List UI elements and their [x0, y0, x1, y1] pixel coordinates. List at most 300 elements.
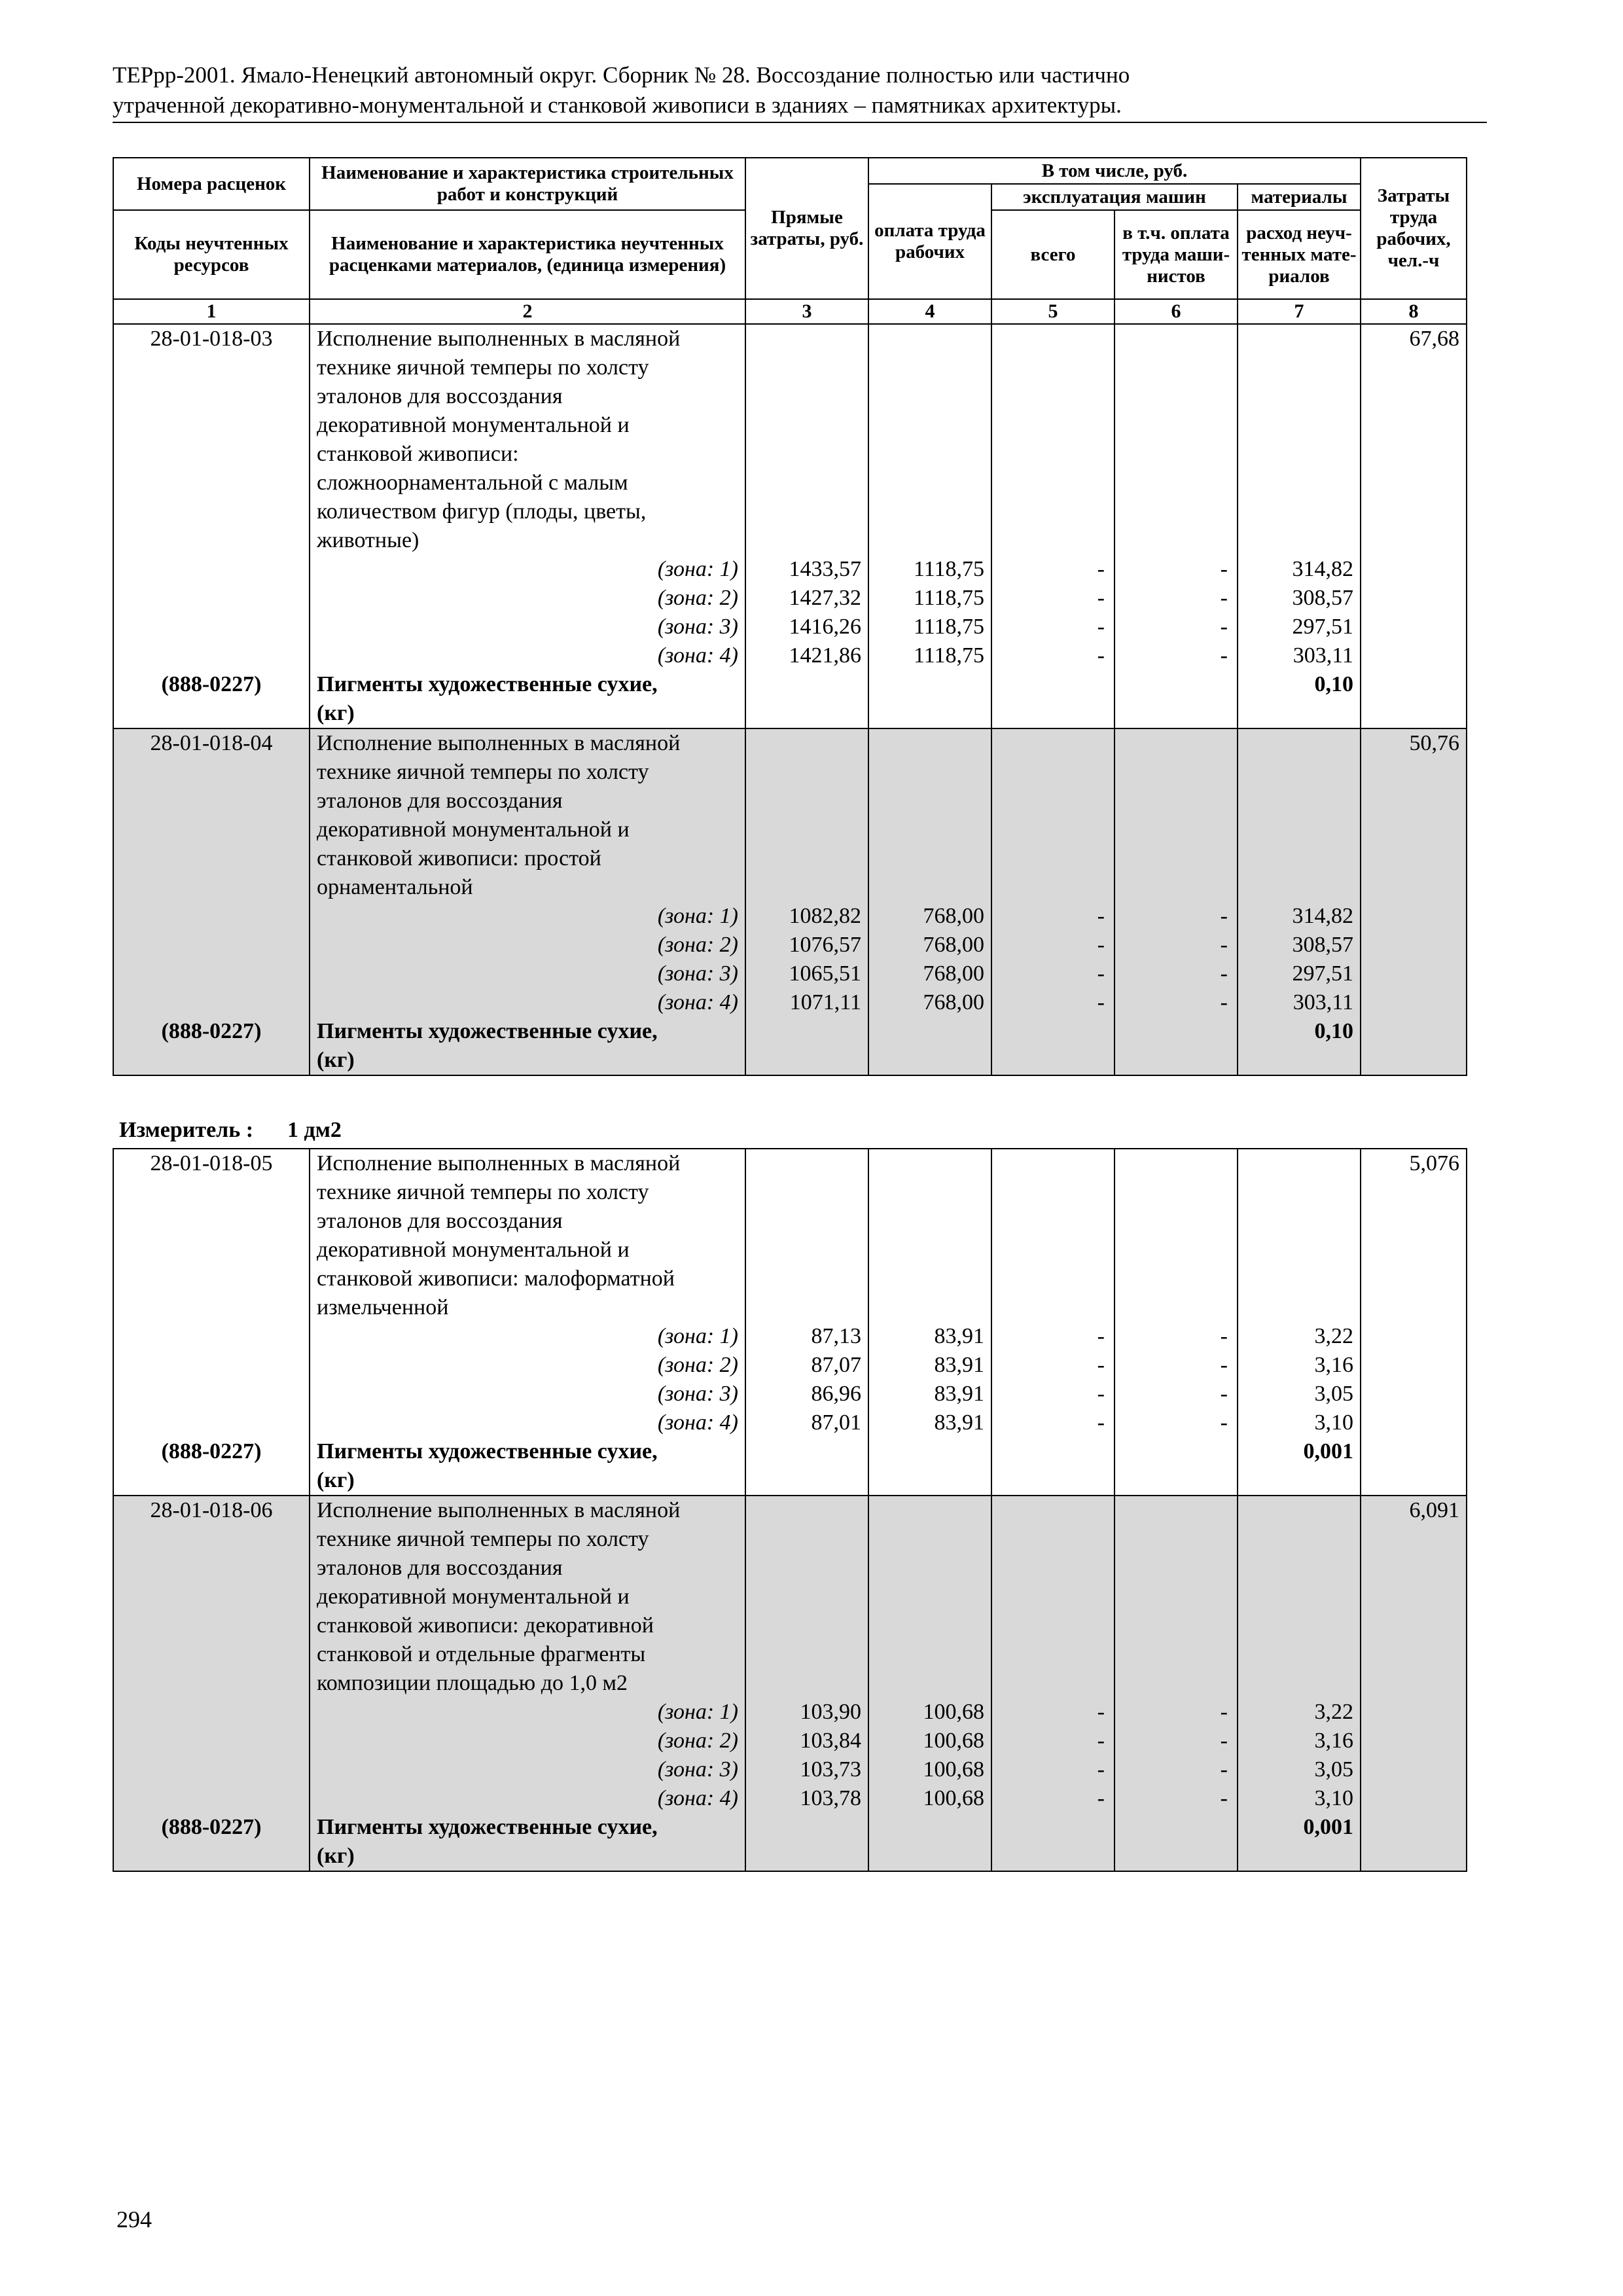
empty-cell — [113, 1351, 310, 1380]
description-row — [113, 1178, 1467, 1207]
empty-cell — [1238, 1207, 1361, 1236]
work-description-line: станковой живописи: простой — [310, 844, 745, 873]
column-number: 3 — [745, 299, 868, 324]
worker-wage: 1118,75 — [868, 555, 991, 584]
worker-wage: 100,68 — [868, 1784, 991, 1813]
empty-cell — [1115, 816, 1238, 844]
description-row — [113, 787, 1467, 816]
machinist-wage: - — [1115, 1755, 1238, 1784]
empty-cell — [1361, 670, 1467, 699]
empty-cell — [1115, 1669, 1238, 1698]
resource-row — [113, 670, 1467, 699]
materials-cost: 303,11 — [1238, 641, 1361, 670]
empty-cell — [1361, 931, 1467, 960]
empty-cell — [1115, 1207, 1238, 1236]
empty-cell — [1238, 1236, 1361, 1265]
empty-cell — [868, 1554, 991, 1583]
zone-label: (зона: 1) — [310, 1698, 745, 1727]
empty-cell — [868, 382, 991, 411]
resource-name: Пигменты художественные сухие, — [310, 1437, 745, 1466]
labor-costs: 6,091 — [1361, 1496, 1467, 1525]
machines-total: - — [991, 1380, 1115, 1408]
empty-cell — [1115, 353, 1238, 382]
empty-cell — [991, 1017, 1115, 1046]
header-direct-costs: Прямые затраты, руб. — [745, 158, 868, 299]
rate-code — [113, 1236, 310, 1265]
direct-costs: 86,96 — [745, 1380, 868, 1408]
resource-unit-row — [113, 1046, 1467, 1075]
empty-cell — [991, 324, 1115, 353]
rate-code — [113, 497, 310, 526]
labor-costs — [1361, 1669, 1467, 1698]
empty-cell — [745, 844, 868, 873]
resource-row — [113, 1813, 1467, 1842]
empty-cell — [1361, 1351, 1467, 1380]
empty-cell — [868, 1017, 991, 1046]
rate-code — [113, 382, 310, 411]
labor-costs: 50,76 — [1361, 728, 1467, 758]
empty-cell — [113, 1842, 310, 1871]
rate-code — [113, 526, 310, 555]
resource-quantity: 0,10 — [1238, 670, 1361, 699]
direct-costs: 87,13 — [745, 1322, 868, 1351]
empty-cell — [991, 1265, 1115, 1293]
description-row — [113, 873, 1467, 902]
empty-cell — [745, 1293, 868, 1322]
empty-cell — [745, 787, 868, 816]
work-description-line: эталонов для воссоздания — [310, 382, 745, 411]
machinist-wage: - — [1115, 1408, 1238, 1437]
empty-cell — [1238, 758, 1361, 787]
empty-cell — [1115, 1466, 1238, 1496]
zone-label: (зона: 4) — [310, 1784, 745, 1813]
empty-cell — [991, 526, 1115, 555]
rate-code — [113, 1640, 310, 1669]
empty-cell — [991, 1207, 1115, 1236]
zone-label: (зона: 4) — [310, 1408, 745, 1437]
machines-total: - — [991, 1698, 1115, 1727]
empty-cell — [1115, 382, 1238, 411]
empty-cell — [745, 758, 868, 787]
materials-cost: 3,22 — [1238, 1698, 1361, 1727]
empty-cell — [991, 469, 1115, 497]
empty-cell — [1115, 873, 1238, 902]
empty-cell — [1238, 728, 1361, 758]
empty-cell — [1238, 1669, 1361, 1698]
direct-costs: 103,78 — [745, 1784, 868, 1813]
description-row — [113, 1554, 1467, 1583]
materials-cost: 3,05 — [1238, 1755, 1361, 1784]
empty-cell — [113, 988, 310, 1017]
machines-total: - — [991, 641, 1115, 670]
description-row — [113, 728, 1467, 758]
empty-cell — [745, 353, 868, 382]
zone-row — [113, 555, 1467, 584]
empty-cell — [868, 526, 991, 555]
resource-unit-row — [113, 1842, 1467, 1871]
labor-costs — [1361, 1554, 1467, 1583]
resource-unit: (кг) — [310, 1466, 745, 1496]
rate-code — [113, 758, 310, 787]
zone-row — [113, 988, 1467, 1017]
resource-row — [113, 1017, 1467, 1046]
description-row — [113, 1583, 1467, 1611]
description-row — [113, 1496, 1467, 1525]
resource-unit: (кг) — [310, 1842, 745, 1871]
empty-cell — [991, 1842, 1115, 1871]
empty-cell — [113, 1408, 310, 1437]
empty-cell — [113, 641, 310, 670]
zone-row — [113, 1322, 1467, 1351]
labor-costs: 5,076 — [1361, 1149, 1467, 1178]
direct-costs: 103,84 — [745, 1727, 868, 1755]
work-description-line: сложноорнаментальной с малым — [310, 469, 745, 497]
rate-code — [113, 787, 310, 816]
direct-costs: 1421,86 — [745, 641, 868, 670]
labor-costs — [1361, 382, 1467, 411]
empty-cell — [745, 440, 868, 469]
empty-cell — [1361, 584, 1467, 613]
empty-cell — [1115, 1149, 1238, 1178]
empty-cell — [868, 411, 991, 440]
empty-cell — [868, 497, 991, 526]
empty-cell — [1115, 1496, 1238, 1525]
rate-code — [113, 1293, 310, 1322]
header-material-name: Наименование и характеристика неучтенных расценками материалов, (единица измерения) — [310, 210, 745, 299]
empty-cell — [991, 1178, 1115, 1207]
zone-row — [113, 902, 1467, 931]
empty-cell — [868, 440, 991, 469]
empty-cell — [1115, 699, 1238, 728]
description-row — [113, 497, 1467, 526]
empty-cell — [868, 758, 991, 787]
worker-wage: 100,68 — [868, 1727, 991, 1755]
zone-row — [113, 641, 1467, 670]
column-number: 8 — [1361, 299, 1467, 324]
worker-wage: 83,91 — [868, 1408, 991, 1437]
empty-cell — [745, 1046, 868, 1075]
zone-row — [113, 1755, 1467, 1784]
direct-costs: 1071,11 — [745, 988, 868, 1017]
empty-cell — [1115, 1842, 1238, 1871]
description-row — [113, 440, 1467, 469]
rate-group — [113, 1149, 1467, 1496]
resource-code: (888-0227) — [113, 1813, 310, 1842]
description-row — [113, 1293, 1467, 1322]
empty-cell — [1361, 1727, 1467, 1755]
empty-cell — [1115, 526, 1238, 555]
zone-row — [113, 1380, 1467, 1408]
materials-cost: 308,57 — [1238, 931, 1361, 960]
empty-cell — [1115, 1583, 1238, 1611]
work-description-line: технике яичной темперы по холсту — [310, 353, 745, 382]
empty-cell — [113, 960, 310, 988]
empty-cell — [991, 411, 1115, 440]
empty-cell — [1361, 1322, 1467, 1351]
worker-wage: 100,68 — [868, 1698, 991, 1727]
empty-cell — [868, 1466, 991, 1496]
machines-total: - — [991, 1727, 1115, 1755]
empty-cell — [991, 1236, 1115, 1265]
machines-total: - — [991, 931, 1115, 960]
work-description-line: технике яичной темперы по холсту — [310, 1525, 745, 1554]
machinist-wage: - — [1115, 1351, 1238, 1380]
work-description-line: станковой живописи: — [310, 440, 745, 469]
direct-costs: 103,73 — [745, 1755, 868, 1784]
empty-cell — [1238, 1149, 1361, 1178]
description-row — [113, 1149, 1467, 1178]
empty-cell — [1361, 902, 1467, 931]
column-number: 1 — [113, 299, 310, 324]
machinist-wage: - — [1115, 584, 1238, 613]
header-machines-total: всего — [991, 210, 1115, 299]
machines-total: - — [991, 1784, 1115, 1813]
empty-cell — [991, 816, 1115, 844]
resource-name: Пигменты художественные сухие, — [310, 670, 745, 699]
empty-cell — [1238, 497, 1361, 526]
description-row — [113, 353, 1467, 382]
empty-cell — [991, 1669, 1115, 1698]
empty-cell — [991, 699, 1115, 728]
materials-cost: 314,82 — [1238, 902, 1361, 931]
page-number: 294 — [116, 2206, 152, 2233]
empty-cell — [868, 787, 991, 816]
empty-cell — [1115, 1265, 1238, 1293]
empty-cell — [1361, 1784, 1467, 1813]
labor-costs — [1361, 1583, 1467, 1611]
empty-cell — [868, 1525, 991, 1554]
empty-cell — [868, 1265, 991, 1293]
worker-wage: 768,00 — [868, 988, 991, 1017]
empty-cell — [1115, 1017, 1238, 1046]
materials-cost: 3,10 — [1238, 1408, 1361, 1437]
rates-table-2 — [113, 1148, 1467, 1872]
rates-table-1 — [113, 157, 1467, 1076]
zone-label: (зона: 4) — [310, 988, 745, 1017]
description-row — [113, 1669, 1467, 1698]
rate-code — [113, 1669, 310, 1698]
column-number: 6 — [1115, 299, 1238, 324]
empty-cell — [1115, 1525, 1238, 1554]
materials-cost: 297,51 — [1238, 613, 1361, 641]
machines-total: - — [991, 1408, 1115, 1437]
empty-cell — [1115, 1236, 1238, 1265]
work-description-line: животные) — [310, 526, 745, 555]
empty-cell — [113, 699, 310, 728]
empty-cell — [1238, 353, 1361, 382]
empty-cell — [1115, 1178, 1238, 1207]
zone-label: (зона: 2) — [310, 931, 745, 960]
empty-cell — [1238, 1842, 1361, 1871]
empty-cell — [1115, 411, 1238, 440]
page-header — [113, 60, 1487, 123]
empty-cell — [1361, 1755, 1467, 1784]
worker-wage: 768,00 — [868, 960, 991, 988]
materials-cost: 308,57 — [1238, 584, 1361, 613]
work-description-line: декоративной монументальной и — [310, 411, 745, 440]
resource-name: Пигменты художественные сухие, — [310, 1813, 745, 1842]
worker-wage: 768,00 — [868, 902, 991, 931]
empty-cell — [991, 353, 1115, 382]
labor-costs — [1361, 844, 1467, 873]
empty-cell — [991, 1611, 1115, 1640]
empty-cell — [991, 844, 1115, 873]
empty-cell — [1238, 526, 1361, 555]
empty-cell — [1238, 382, 1361, 411]
zone-row — [113, 960, 1467, 988]
work-description-line: технике яичной темперы по холсту — [310, 758, 745, 787]
rate-code — [113, 440, 310, 469]
rate-code — [113, 844, 310, 873]
empty-cell — [868, 1437, 991, 1466]
machinist-wage: - — [1115, 1727, 1238, 1755]
work-description-line: эталонов для воссоздания — [310, 1207, 745, 1236]
empty-cell — [868, 1046, 991, 1075]
empty-cell — [868, 1842, 991, 1871]
direct-costs: 1076,57 — [745, 931, 868, 960]
work-description-line: измельченной — [310, 1293, 745, 1322]
empty-cell — [1115, 440, 1238, 469]
empty-cell — [1115, 728, 1238, 758]
empty-cell — [745, 526, 868, 555]
header-line-1: ТЕРрр-2001. Ямало-Ненецкий автономный округ. Сборник № 28. Воссоздание полностью или частично — [113, 62, 1130, 88]
rate-code: 28-01-018-06 — [113, 1496, 310, 1525]
rate-code: 28-01-018-05 — [113, 1149, 310, 1178]
empty-cell — [1115, 497, 1238, 526]
empty-cell — [991, 670, 1115, 699]
empty-cell — [991, 1496, 1115, 1525]
empty-cell — [991, 1046, 1115, 1075]
empty-cell — [1238, 469, 1361, 497]
worker-wage: 83,91 — [868, 1380, 991, 1408]
empty-cell — [991, 1293, 1115, 1322]
header-materials: материалы — [1238, 184, 1361, 210]
materials-cost: 303,11 — [1238, 988, 1361, 1017]
rate-code — [113, 816, 310, 844]
empty-cell — [991, 497, 1115, 526]
empty-cell — [1115, 469, 1238, 497]
empty-cell — [868, 1496, 991, 1525]
resource-unit: (кг) — [310, 1046, 745, 1075]
resource-quantity: 0,001 — [1238, 1437, 1361, 1466]
machines-total: - — [991, 1322, 1115, 1351]
description-row — [113, 758, 1467, 787]
empty-cell — [1361, 699, 1467, 728]
work-description-line: Исполнение выполненных в масляной — [310, 324, 745, 353]
zone-label: (зона: 2) — [310, 584, 745, 613]
empty-cell — [745, 1554, 868, 1583]
empty-cell — [113, 1784, 310, 1813]
resource-name: Пигменты художественные сухие, — [310, 1017, 745, 1046]
labor-costs — [1361, 1640, 1467, 1669]
empty-cell — [1115, 758, 1238, 787]
empty-cell — [991, 787, 1115, 816]
empty-cell — [1361, 1698, 1467, 1727]
empty-cell — [1361, 1437, 1467, 1466]
rate-code — [113, 353, 310, 382]
work-description-line: декоративной монументальной и — [310, 1583, 745, 1611]
machinist-wage: - — [1115, 641, 1238, 670]
empty-cell — [991, 1437, 1115, 1466]
empty-cell — [991, 1149, 1115, 1178]
empty-cell — [868, 1640, 991, 1669]
zone-label: (зона: 2) — [310, 1351, 745, 1380]
description-row — [113, 324, 1467, 353]
work-description-line: декоративной монументальной и — [310, 816, 745, 844]
work-description-line: декоративной монументальной и — [310, 1236, 745, 1265]
empty-cell — [1361, 555, 1467, 584]
empty-cell — [113, 931, 310, 960]
rate-group — [113, 324, 1467, 728]
labor-costs — [1361, 1265, 1467, 1293]
measure-unit — [119, 1118, 342, 1143]
resource-unit-row — [113, 1466, 1467, 1496]
empty-cell — [991, 1525, 1115, 1554]
machines-total: - — [991, 584, 1115, 613]
empty-cell — [868, 873, 991, 902]
empty-cell — [868, 1178, 991, 1207]
work-description-line: Исполнение выполненных в масляной — [310, 728, 745, 758]
zone-label: (зона: 3) — [310, 1380, 745, 1408]
empty-cell — [991, 1583, 1115, 1611]
resource-unit-row — [113, 699, 1467, 728]
empty-cell — [745, 411, 868, 440]
zone-label: (зона: 1) — [310, 902, 745, 931]
empty-cell — [1361, 988, 1467, 1017]
materials-cost: 3,22 — [1238, 1322, 1361, 1351]
resource-quantity: 0,001 — [1238, 1813, 1361, 1842]
machinist-wage: - — [1115, 1380, 1238, 1408]
empty-cell — [1361, 1017, 1467, 1046]
empty-cell — [745, 1236, 868, 1265]
zone-label: (зона: 2) — [310, 1727, 745, 1755]
empty-cell — [745, 1178, 868, 1207]
empty-cell — [113, 555, 310, 584]
empty-cell — [1115, 1640, 1238, 1669]
empty-cell — [1238, 699, 1361, 728]
zone-row — [113, 1784, 1467, 1813]
machinist-wage: - — [1115, 931, 1238, 960]
rate-group — [113, 1496, 1467, 1871]
empty-cell — [1238, 1466, 1361, 1496]
machinist-wage: - — [1115, 902, 1238, 931]
empty-cell — [991, 1813, 1115, 1842]
description-row — [113, 816, 1467, 844]
rate-code: 28-01-018-03 — [113, 324, 310, 353]
work-description-line: количеством фигур (плоды, цветы, — [310, 497, 745, 526]
labor-costs — [1361, 440, 1467, 469]
table-header — [113, 158, 1467, 299]
empty-cell — [745, 699, 868, 728]
materials-cost: 3,16 — [1238, 1727, 1361, 1755]
empty-cell — [868, 699, 991, 728]
machinist-wage: - — [1115, 1322, 1238, 1351]
empty-cell — [868, 844, 991, 873]
rate-code — [113, 1525, 310, 1554]
resource-unit: (кг) — [310, 699, 745, 728]
empty-cell — [113, 902, 310, 931]
empty-cell — [745, 1669, 868, 1698]
labor-costs — [1361, 1207, 1467, 1236]
empty-cell — [1238, 844, 1361, 873]
header-labor-costs: Затраты труда рабочих, чел.-ч — [1361, 158, 1467, 299]
empty-cell — [868, 728, 991, 758]
worker-wage: 1118,75 — [868, 641, 991, 670]
machines-total: - — [991, 1755, 1115, 1784]
empty-cell — [868, 670, 991, 699]
empty-cell — [745, 469, 868, 497]
direct-costs: 1433,57 — [745, 555, 868, 584]
